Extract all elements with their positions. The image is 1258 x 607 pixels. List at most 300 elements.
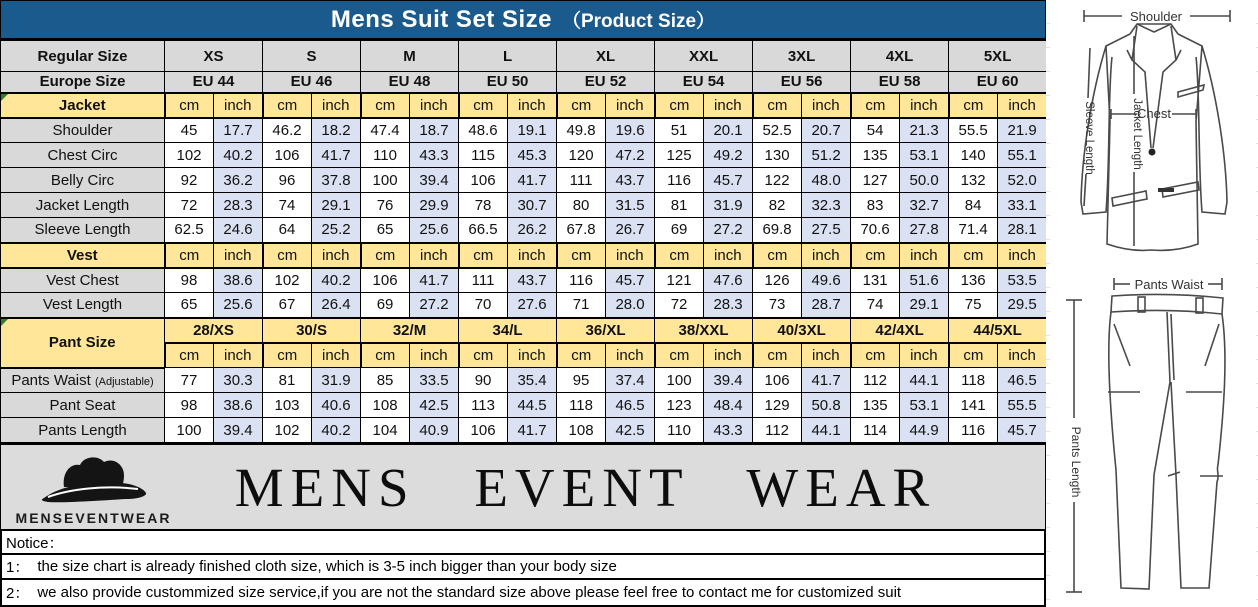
cm-value-cell: 108 — [361, 393, 410, 418]
notice-box — [0, 529, 1046, 607]
inch-value-cell: 25.6 — [214, 293, 263, 318]
inch-value-cell: 27.2 — [704, 218, 753, 243]
unit-cm-cell: cm — [361, 343, 410, 368]
cm-value-cell: 72 — [165, 193, 214, 218]
inch-value-cell: 48.4 — [704, 393, 753, 418]
inch-value-cell: 43.3 — [704, 418, 753, 443]
inch-value-cell: 40.6 — [312, 393, 361, 418]
cm-value-cell: 84 — [949, 193, 998, 218]
cm-value-cell: 64 — [263, 218, 312, 243]
cm-value-cell: 96 — [263, 168, 312, 193]
eu-size-cell: EU 54 — [655, 72, 753, 93]
cm-value-cell: 100 — [165, 418, 214, 443]
inch-value-cell: 32.7 — [900, 193, 949, 218]
unit-inch-cell: inch — [214, 243, 263, 268]
cm-value-cell: 118 — [949, 368, 998, 393]
inch-value-cell: 30.3 — [214, 368, 263, 393]
cm-value-cell: 71 — [557, 293, 606, 318]
pant-size-cell: 30/S — [263, 318, 361, 343]
unit-inch-cell: inch — [312, 343, 361, 368]
cm-value-cell: 47.4 — [361, 118, 410, 143]
chart-title-bar — [0, 0, 1046, 40]
cm-value-cell: 45 — [165, 118, 214, 143]
unit-cm-cell: cm — [655, 243, 704, 268]
cm-value-cell: 114 — [851, 418, 900, 443]
unit-cm-cell: cm — [459, 343, 508, 368]
row-label: Pant Seat — [1, 393, 165, 418]
cm-value-cell: 113 — [459, 393, 508, 418]
inch-value-cell: 44.1 — [900, 368, 949, 393]
table-row — [1, 418, 1047, 443]
eu-size-cell: EU 50 — [459, 72, 557, 93]
cm-value-cell: 55.5 — [949, 118, 998, 143]
cm-value-cell: 83 — [851, 193, 900, 218]
cm-value-cell: 110 — [361, 143, 410, 168]
inch-value-cell: 44.9 — [900, 418, 949, 443]
unit-cm-cell: cm — [753, 243, 802, 268]
jacket-diagram — [1050, 2, 1256, 266]
pant-size-cell: 44/5XL — [949, 318, 1047, 343]
europe-size-row — [1, 72, 1047, 93]
row-label: Pants Length — [1, 418, 165, 443]
inch-value-cell: 50.8 — [802, 393, 851, 418]
pant-size-cell: 28/XS — [165, 318, 263, 343]
row-label: Shoulder — [1, 118, 165, 143]
cm-value-cell: 81 — [655, 193, 704, 218]
pant-size-cell: 42/4XL — [851, 318, 949, 343]
cm-value-cell: 74 — [263, 193, 312, 218]
cm-value-cell: 123 — [655, 393, 704, 418]
cm-value-cell: 49.8 — [557, 118, 606, 143]
inch-value-cell: 31.9 — [312, 368, 361, 393]
inch-value-cell: 31.5 — [606, 193, 655, 218]
cm-value-cell: 111 — [459, 268, 508, 293]
unit-inch-cell: inch — [214, 93, 263, 118]
inch-value-cell: 37.4 — [606, 368, 655, 393]
row-label: Jacket Length — [1, 193, 165, 218]
unit-inch-cell: inch — [410, 243, 459, 268]
cm-value-cell: 136 — [949, 268, 998, 293]
unit-cm-cell: cm — [361, 243, 410, 268]
inch-value-cell: 42.5 — [606, 418, 655, 443]
unit-cm-cell: cm — [165, 93, 214, 118]
unit-cm-cell: cm — [655, 93, 704, 118]
cm-value-cell: 106 — [263, 143, 312, 168]
notice-item-2-num: 2： — [6, 585, 30, 602]
eu-size-cell: EU 60 — [949, 72, 1047, 93]
unit-inch-cell: inch — [802, 93, 851, 118]
inch-value-cell: 45.7 — [606, 268, 655, 293]
cm-value-cell: 67.8 — [557, 218, 606, 243]
pant-size-cell: 40/3XL — [753, 318, 851, 343]
pant-size-cell: 34/L — [459, 318, 557, 343]
cm-value-cell: 140 — [949, 143, 998, 168]
cm-value-cell: 65 — [165, 293, 214, 318]
cm-value-cell: 120 — [557, 143, 606, 168]
page-title: Mens Suit Set Size — [330, 5, 552, 33]
inch-value-cell: 44.1 — [802, 418, 851, 443]
inch-value-cell: 25.6 — [410, 218, 459, 243]
unit-inch-cell: inch — [508, 343, 557, 368]
inch-value-cell: 48.0 — [802, 168, 851, 193]
unit-inch-cell: inch — [998, 243, 1047, 268]
inch-value-cell: 21.3 — [900, 118, 949, 143]
cm-value-cell: 100 — [655, 368, 704, 393]
table-row — [1, 268, 1047, 293]
inch-value-cell: 43.7 — [508, 268, 557, 293]
unit-inch-cell: inch — [704, 243, 753, 268]
section-label-pant-size: Pant Size — [1, 318, 165, 368]
inch-value-cell: 51.6 — [900, 268, 949, 293]
cm-value-cell: 118 — [557, 393, 606, 418]
unit-cm-cell: cm — [165, 343, 214, 368]
cm-value-cell: 62.5 — [165, 218, 214, 243]
unit-inch-cell: inch — [900, 343, 949, 368]
cm-value-cell: 122 — [753, 168, 802, 193]
unit-inch-cell: inch — [900, 93, 949, 118]
table-row — [1, 393, 1047, 418]
cm-value-cell: 69 — [361, 293, 410, 318]
eu-size-cell: EU 48 — [361, 72, 459, 93]
inch-value-cell: 41.7 — [508, 418, 557, 443]
inch-value-cell: 53.5 — [998, 268, 1047, 293]
unit-cm-cell: cm — [263, 93, 312, 118]
size-header-cell: XL — [557, 41, 655, 72]
eu-size-cell: EU 44 — [165, 72, 263, 93]
cm-value-cell: 70 — [459, 293, 508, 318]
unit-cm-cell: cm — [459, 93, 508, 118]
pants-diagram — [1050, 270, 1256, 604]
hat-icon — [34, 453, 154, 509]
cm-value-cell: 106 — [459, 168, 508, 193]
inch-value-cell: 55.1 — [998, 143, 1047, 168]
inch-value-cell: 26.2 — [508, 218, 557, 243]
cm-value-cell: 75 — [949, 293, 998, 318]
cm-value-cell: 98 — [165, 393, 214, 418]
inch-value-cell: 40.2 — [312, 418, 361, 443]
table-row — [1, 143, 1047, 168]
inch-value-cell: 44.5 — [508, 393, 557, 418]
section-header-row — [1, 93, 1047, 118]
brand-logo — [1, 449, 186, 526]
regular-size-label: Regular Size — [1, 41, 165, 72]
cm-value-cell: 78 — [459, 193, 508, 218]
cm-value-cell: 102 — [263, 418, 312, 443]
cm-value-cell: 102 — [165, 143, 214, 168]
inch-value-cell: 30.7 — [508, 193, 557, 218]
unit-inch-cell: inch — [410, 93, 459, 118]
inch-value-cell: 40.9 — [410, 418, 459, 443]
inch-value-cell: 55.5 — [998, 393, 1047, 418]
cm-value-cell: 81 — [263, 368, 312, 393]
cm-value-cell: 111 — [557, 168, 606, 193]
eu-size-cell: EU 46 — [263, 72, 361, 93]
unit-inch-cell: inch — [998, 343, 1047, 368]
size-header-cell: L — [459, 41, 557, 72]
cm-value-cell: 106 — [361, 268, 410, 293]
pant-size-cell: 32/M — [361, 318, 459, 343]
size-table — [0, 40, 1047, 443]
inch-value-cell: 18.2 — [312, 118, 361, 143]
regular-size-row — [1, 41, 1047, 72]
unit-cm-cell: cm — [557, 243, 606, 268]
row-label: Belly Circ — [1, 168, 165, 193]
inch-value-cell: 51.2 — [802, 143, 851, 168]
cm-value-cell: 102 — [263, 268, 312, 293]
inch-value-cell: 41.7 — [312, 143, 361, 168]
cm-value-cell: 80 — [557, 193, 606, 218]
size-header-cell: 3XL — [753, 41, 851, 72]
inch-value-cell: 41.7 — [802, 368, 851, 393]
section-label-vest: Vest — [1, 243, 165, 268]
inch-value-cell: 31.9 — [704, 193, 753, 218]
inch-value-cell: 38.6 — [214, 268, 263, 293]
unit-cm-cell: cm — [165, 243, 214, 268]
row-label: Sleeve Length — [1, 218, 165, 243]
unit-cm-cell: cm — [851, 93, 900, 118]
inch-value-cell: 27.8 — [900, 218, 949, 243]
unit-cm-cell: cm — [459, 243, 508, 268]
inch-value-cell: 26.4 — [312, 293, 361, 318]
unit-cm-cell: cm — [949, 93, 998, 118]
unit-inch-cell: inch — [606, 243, 655, 268]
brand-strip — [0, 443, 1046, 529]
measurement-diagrams-panel — [1046, 0, 1258, 606]
unit-cm-cell: cm — [361, 93, 410, 118]
brand-wordmark: MENS EVENT WEAR — [234, 456, 937, 518]
cm-value-cell: 141 — [949, 393, 998, 418]
unit-inch-cell: inch — [802, 243, 851, 268]
inch-value-cell: 46.5 — [606, 393, 655, 418]
inch-value-cell: 18.7 — [410, 118, 459, 143]
cm-value-cell: 106 — [753, 368, 802, 393]
inch-value-cell: 49.2 — [704, 143, 753, 168]
inch-value-cell: 29.9 — [410, 193, 459, 218]
inch-value-cell: 21.9 — [998, 118, 1047, 143]
inch-value-cell: 38.6 — [214, 393, 263, 418]
inch-value-cell: 49.6 — [802, 268, 851, 293]
cm-value-cell: 126 — [753, 268, 802, 293]
table-row — [1, 118, 1047, 143]
unit-inch-cell: inch — [704, 93, 753, 118]
page-subtitle: （Product Size） — [561, 11, 716, 32]
inch-value-cell: 27.6 — [508, 293, 557, 318]
inch-value-cell: 28.7 — [802, 293, 851, 318]
cm-value-cell: 125 — [655, 143, 704, 168]
cm-value-cell: 132 — [949, 168, 998, 193]
size-header-cell: XXL — [655, 41, 753, 72]
notice-item-2-text: we also provide custommized size service,if you are not the standard size above please feel free to contact me for customized suit — [37, 584, 902, 601]
pant-size-cell: 38/XXL — [655, 318, 753, 343]
inch-value-cell: 35.4 — [508, 368, 557, 393]
cm-value-cell: 98 — [165, 268, 214, 293]
unit-cm-cell: cm — [851, 343, 900, 368]
inch-value-cell: 41.7 — [410, 268, 459, 293]
europe-size-label: Europe Size — [1, 72, 165, 93]
cm-value-cell: 112 — [851, 368, 900, 393]
cm-value-cell: 66.5 — [459, 218, 508, 243]
cm-value-cell: 92 — [165, 168, 214, 193]
inch-value-cell: 39.4 — [410, 168, 459, 193]
inch-value-cell: 27.5 — [802, 218, 851, 243]
notice-item-1 — [2, 553, 1044, 578]
pants-length-label: Pants Length — [1069, 426, 1083, 498]
inch-value-cell: 43.7 — [606, 168, 655, 193]
cm-value-cell: 135 — [851, 393, 900, 418]
cm-value-cell: 74 — [851, 293, 900, 318]
notice-item-2 — [2, 578, 1044, 605]
inch-value-cell: 40.2 — [214, 143, 263, 168]
cm-value-cell: 67 — [263, 293, 312, 318]
cm-value-cell: 110 — [655, 418, 704, 443]
cm-value-cell: 116 — [557, 268, 606, 293]
inch-value-cell: 52.0 — [998, 168, 1047, 193]
inch-value-cell: 46.5 — [998, 368, 1047, 393]
cm-value-cell: 104 — [361, 418, 410, 443]
inch-value-cell: 28.0 — [606, 293, 655, 318]
row-label: Vest Length — [1, 293, 165, 318]
unit-inch-cell: inch — [214, 343, 263, 368]
cm-value-cell: 48.6 — [459, 118, 508, 143]
cm-value-cell: 112 — [753, 418, 802, 443]
unit-cm-cell: cm — [753, 93, 802, 118]
inch-value-cell: 29.1 — [312, 193, 361, 218]
inch-value-cell: 17.7 — [214, 118, 263, 143]
inch-value-cell: 39.4 — [704, 368, 753, 393]
unit-cm-cell: cm — [851, 243, 900, 268]
cm-value-cell: 116 — [949, 418, 998, 443]
cm-value-cell: 70.6 — [851, 218, 900, 243]
row-label: Pants Waist (Adjustable) — [1, 368, 165, 393]
cm-value-cell: 54 — [851, 118, 900, 143]
unit-inch-cell: inch — [508, 243, 557, 268]
cm-value-cell: 100 — [361, 168, 410, 193]
jacket-button — [1149, 149, 1156, 156]
inch-value-cell: 19.1 — [508, 118, 557, 143]
size-header-cell: 5XL — [949, 41, 1047, 72]
eu-size-cell: EU 58 — [851, 72, 949, 93]
inch-value-cell: 28.3 — [704, 293, 753, 318]
cm-value-cell: 51 — [655, 118, 704, 143]
inch-value-cell: 40.2 — [312, 268, 361, 293]
unit-inch-cell: inch — [312, 93, 361, 118]
notice-item-1-text: the size chart is already finished cloth size, which is 3-5 inch bigger than your body size — [37, 558, 617, 575]
inch-value-cell: 42.5 — [410, 393, 459, 418]
inch-value-cell: 24.6 — [214, 218, 263, 243]
cm-value-cell: 52.5 — [753, 118, 802, 143]
table-row — [1, 193, 1047, 218]
inch-value-cell: 43.3 — [410, 143, 459, 168]
cm-value-cell: 46.2 — [263, 118, 312, 143]
inch-value-cell: 28.3 — [214, 193, 263, 218]
cm-value-cell: 116 — [655, 168, 704, 193]
jacket-length-label: Jacket Length — [1131, 98, 1143, 170]
notice-title: Notice： — [2, 531, 1044, 553]
inch-value-cell: 45.7 — [704, 168, 753, 193]
inch-value-cell: 45.7 — [998, 418, 1047, 443]
inch-value-cell: 20.1 — [704, 118, 753, 143]
unit-cm-cell: cm — [263, 243, 312, 268]
table-row — [1, 368, 1047, 393]
unit-cm-cell: cm — [263, 343, 312, 368]
cm-value-cell: 82 — [753, 193, 802, 218]
cm-value-cell: 69.8 — [753, 218, 802, 243]
size-header-cell: 4XL — [851, 41, 949, 72]
row-label: Chest Circ — [1, 143, 165, 168]
cm-value-cell: 76 — [361, 193, 410, 218]
pants-waist-label: Pants Waist — [1134, 277, 1204, 292]
section-label-jacket: Jacket — [1, 93, 165, 118]
cm-value-cell: 106 — [459, 418, 508, 443]
cm-value-cell: 121 — [655, 268, 704, 293]
inch-value-cell: 25.2 — [312, 218, 361, 243]
pant-size-header-row — [1, 318, 1047, 343]
notice-item-1-num: 1： — [6, 559, 30, 576]
size-header-cell: S — [263, 41, 361, 72]
cm-value-cell: 73 — [753, 293, 802, 318]
inch-value-cell: 27.2 — [410, 293, 459, 318]
jacket-chest-label: Chest — [1137, 106, 1171, 121]
inch-value-cell: 45.3 — [508, 143, 557, 168]
section-header-row — [1, 243, 1047, 268]
cm-value-cell: 65 — [361, 218, 410, 243]
cm-value-cell: 127 — [851, 168, 900, 193]
unit-inch-cell: inch — [606, 343, 655, 368]
inch-value-cell: 47.2 — [606, 143, 655, 168]
cm-value-cell: 69 — [655, 218, 704, 243]
inch-value-cell: 36.2 — [214, 168, 263, 193]
inch-value-cell: 41.7 — [508, 168, 557, 193]
cm-value-cell: 95 — [557, 368, 606, 393]
cm-value-cell: 131 — [851, 268, 900, 293]
inch-value-cell: 37.8 — [312, 168, 361, 193]
cm-value-cell: 85 — [361, 368, 410, 393]
inch-value-cell: 29.5 — [998, 293, 1047, 318]
table-row — [1, 293, 1047, 318]
inch-value-cell: 20.7 — [802, 118, 851, 143]
cm-value-cell: 135 — [851, 143, 900, 168]
inch-value-cell: 33.1 — [998, 193, 1047, 218]
inch-value-cell: 19.6 — [606, 118, 655, 143]
cm-value-cell: 72 — [655, 293, 704, 318]
eu-size-cell: EU 52 — [557, 72, 655, 93]
pant-size-cell: 36/XL — [557, 318, 655, 343]
inch-value-cell: 28.1 — [998, 218, 1047, 243]
table-row — [1, 168, 1047, 193]
unit-cm-cell: cm — [753, 343, 802, 368]
brand-name: MENSEVENTWEAR — [15, 509, 172, 526]
unit-inch-cell: inch — [802, 343, 851, 368]
table-row — [1, 218, 1047, 243]
inch-value-cell: 39.4 — [214, 418, 263, 443]
unit-inch-cell: inch — [606, 93, 655, 118]
cm-value-cell: 130 — [753, 143, 802, 168]
cm-value-cell: 115 — [459, 143, 508, 168]
unit-inch-cell: inch — [998, 93, 1047, 118]
unit-cm-cell: cm — [949, 243, 998, 268]
unit-inch-cell: inch — [410, 343, 459, 368]
inch-value-cell: 47.6 — [704, 268, 753, 293]
cm-value-cell: 90 — [459, 368, 508, 393]
eu-size-cell: EU 56 — [753, 72, 851, 93]
unit-cm-cell: cm — [557, 343, 606, 368]
cm-value-cell: 108 — [557, 418, 606, 443]
unit-inch-cell: inch — [508, 93, 557, 118]
size-header-cell: XS — [165, 41, 263, 72]
inch-value-cell: 53.1 — [900, 143, 949, 168]
inch-value-cell: 33.5 — [410, 368, 459, 393]
cm-value-cell: 77 — [165, 368, 214, 393]
